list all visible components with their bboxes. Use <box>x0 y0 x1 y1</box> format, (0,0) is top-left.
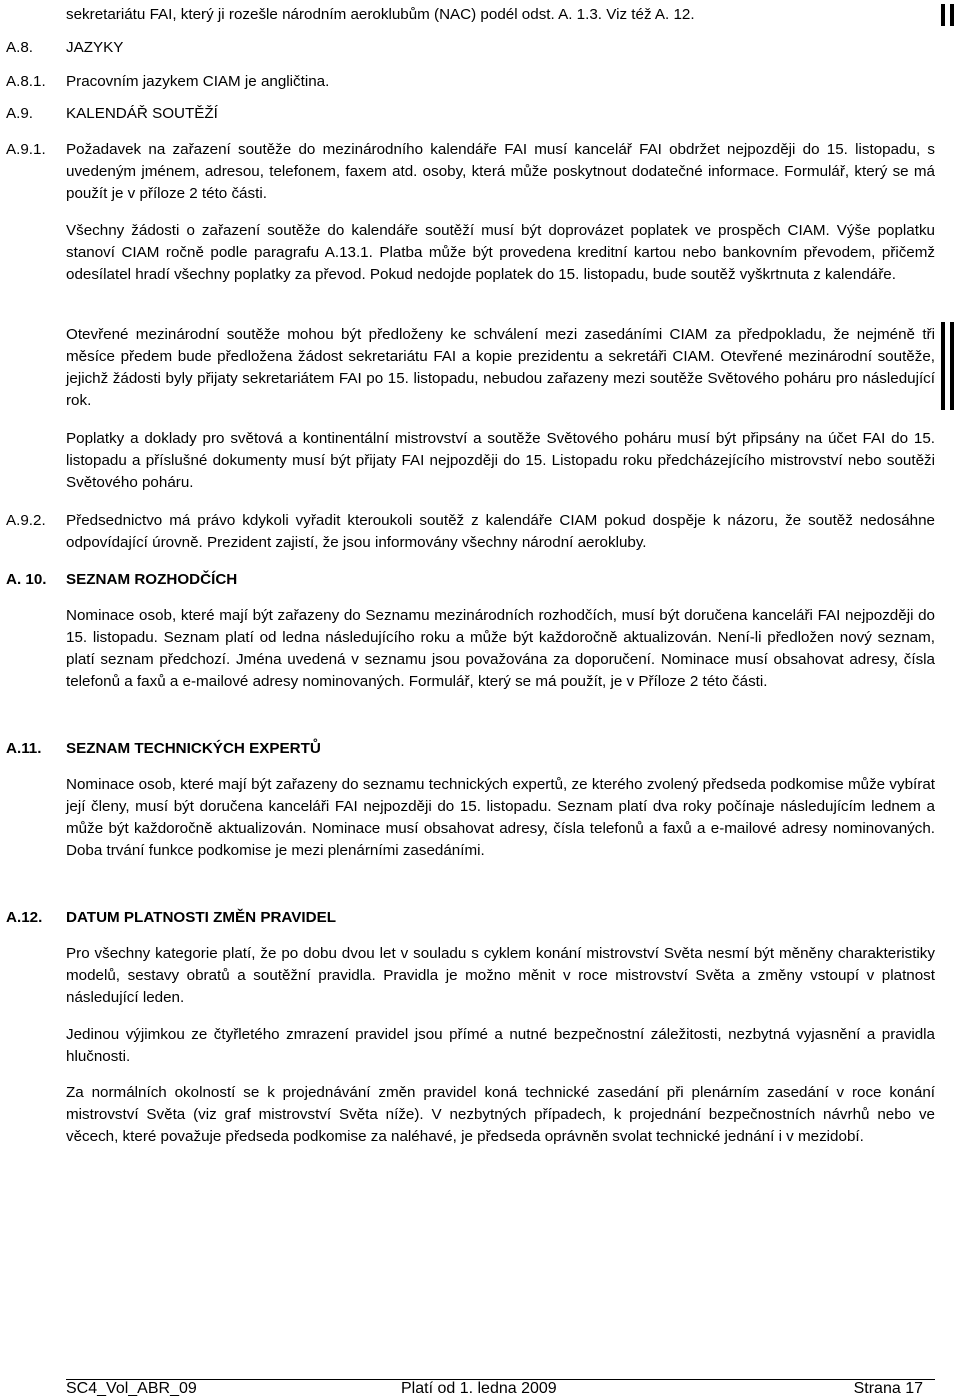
paragraph: Nominace osob, které mají být zařazeny do Seznamu mezinárodních rozhodčích, musí být doručena kanceláři FAI nejpozději do 15. listopadu. Seznam platí od ledna následujícího roku a může být každoročně aktualizován. Není-li předložen nový seznam, platí seznam předchozí. Jména uvedená v seznamu jsou považována za doporučení. Nominace musí obsahovat adresy, čísla telefonů a faxů a e-mailové adresy nominovaných. Formulář, který se má použít, je v Příloze 2 této části. <box>66 607 935 690</box>
section-number: A.11. <box>6 740 42 757</box>
change-bar-top <box>950 4 954 26</box>
change-bar-mid <box>941 322 945 410</box>
section-number: A.9. <box>6 105 34 122</box>
paragraph: Požadavek na zařazení soutěže do mezinárodního kalendáře FAI musí kancelář FAI obdržet nejpozději do 15. listopadu, s uvedeným jménem, adresou, telefonem, faxem atd. osoby, která může poskytnout dodatečné informace. Formulář, který se má použít je v příloze 2 této části. <box>66 141 935 202</box>
paragraph: Poplatky a doklady pro světová a kontinentální mistrovství a soutěže Světového poháru musí být připsány na účet FAI do 15. listopadu a příslušné dokumenty musí být přijaty FAI nejpozději do 15. Listopadu roku předcházejícího mistrovství nebo soutěži Světového poháru. <box>66 430 935 491</box>
footer-doc-id: SC4_Vol_ABR_09 <box>66 1380 197 1397</box>
section-number: A.8. <box>6 39 34 56</box>
continuation-text: sekretariátu FAI, který ji rozešle národním aeroklubům (NAC) podél odst. A. 1.3. Viz též A. 12. <box>66 6 695 23</box>
section-title: SEZNAM ROZHODČÍCH <box>66 571 238 588</box>
section-number: A. 10. <box>6 571 47 588</box>
section-number: A.8.1. <box>6 73 46 90</box>
section-number: A.9.1. <box>6 141 46 158</box>
footer-page-number: Strana 17 <box>853 1380 923 1397</box>
paragraph: Jedinou výjimkou ze čtyřletého zmrazení pravidel jsou přímé a nutné bezpečnostní záležitosti, nezbytná vyjasnění a pravidla hlučnosti. <box>66 1026 935 1065</box>
section-title: SEZNAM TECHNICKÝCH EXPERTŮ <box>66 740 321 757</box>
footer-validity: Platí od 1. ledna 2009 <box>401 1380 557 1397</box>
paragraph: Nominace osob, které mají být zařazeny do seznamu technických expertů, ze kterého zvolený předseda podkomise může vybírat její členy, musí být doručena kanceláři FAI nejpozději do 15. listopadu. Seznam platí dva roky počínaje následujícím lednem a může být každoročně aktualizován. Nominace musí obsahovat adresy, čísla telefonů a faxů a e-mailové adresy nominovaných. Doba trvání funkce podkomise je mezi plenárními zasedáními. <box>66 776 935 859</box>
paragraph: Všechny žádosti o zařazení soutěže do kalendáře soutěží musí být doprovázet poplatek ve prospěch CIAM. Výše poplatku stanoví CIAM ročně podle paragrafu A.13.1. Platba může být provedena kreditní kartou nebo bankovním převodem, přičemž odesílatel hradí všechny poplatky za převod. Pokud nedojde poplatek do 15. listopadu, bude soutěž vyškrtnuta z kalendáře. <box>66 222 935 283</box>
section-number: A.9.2. <box>6 512 46 529</box>
change-bar-top <box>941 4 945 26</box>
section-number: A.12. <box>6 909 43 926</box>
paragraph: Otevřené mezinárodní soutěže mohou být předloženy ke schválení mezi zasedáními CIAM za předpokladu, že nejméně tři měsíce předem bude předložena žádost sekretariátu FAI a kopie prezidentu a sekretáři CIAM. Otevřené mezinárodní soutěže, jejichž žádosti byly přijaty sekretariátem FAI po 15. listopadu, nebudou zařazeny mezi soutěže Světového poháru pro následující rok. <box>66 326 935 409</box>
paragraph: Za normálních okolností se k projednávání změn pravidel koná technické zasedání při plenárním zasedání v roce konání mistrovství Světa (viz graf mistrovství Světa níže). V nezbytných případech, k projednání bezpečnostních návrhů nebo ve věcech, které považuje předseda podkomise za naléhavé, je předseda oprávněn svolat technické jednání i v mezidobí. <box>66 1084 935 1145</box>
section-title: JAZYKY <box>66 39 124 56</box>
paragraph: Pracovním jazykem CIAM je angličtina. <box>66 73 330 90</box>
section-title: DATUM PLATNOSTI ZMĚN PRAVIDEL <box>66 909 336 926</box>
change-bar-mid <box>950 322 954 410</box>
paragraph: Pro všechny kategorie platí, že po dobu dvou let v souladu s cyklem konání mistrovství Světa nesmí být měněny charakteristiky modelů, sestavy obratů a soutěžní pravidla. Pravidla je možno měnit v roce mistrovství Světa a změny vstoupí v platnost následující leden. <box>66 945 935 1006</box>
section-title: KALENDÁŘ SOUTĚŽÍ <box>66 105 218 122</box>
paragraph: Předsednictvo má právo kdykoli vyřadit kteroukoli soutěž z kalendáře CIAM pokud dospěje k názoru, že soutěž nedosáhne odpovídající úrovně. Prezident zajistí, že jsou informovány všechny národní aerokluby. <box>66 512 935 551</box>
